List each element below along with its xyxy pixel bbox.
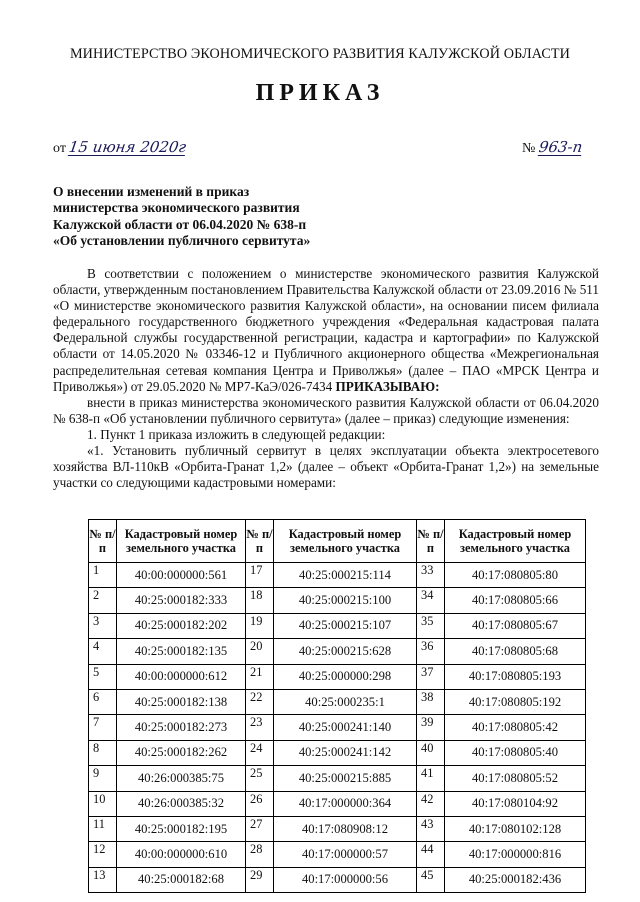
cadastral-number-cell: 40:00:000000:612 (117, 664, 246, 689)
row-number-cell: 13 (89, 867, 117, 892)
row-number-cell: 35 (417, 613, 445, 638)
row-number-cell: 37 (417, 664, 445, 689)
table-row (89, 715, 586, 740)
row-number-cell: 17 (246, 563, 274, 588)
row-number-cell: 45 (417, 867, 445, 892)
table-row (89, 563, 586, 588)
cadastral-number-cell: 40:26:000385:32 (117, 791, 246, 816)
table-row (89, 664, 586, 689)
preamble-paragraph (53, 266, 599, 395)
row-number-cell: 5 (89, 664, 117, 689)
column-header-number: № п/п (246, 520, 274, 563)
cadastral-number-cell: 40:25:000182:436 (445, 867, 586, 892)
cadastral-number-cell: 40:17:080805:42 (445, 715, 586, 740)
table-row (89, 613, 586, 638)
row-number-cell: 29 (246, 867, 274, 892)
cadastral-number-cell: 40:17:080805:52 (445, 766, 586, 791)
cadastral-number-cell: 40:25:000182:135 (117, 639, 246, 664)
order-keyword: ПРИКАЗЫВАЮ: (335, 378, 440, 394)
row-number-cell: 40 (417, 740, 445, 765)
number-prefix: № (522, 141, 536, 156)
row-number-cell: 39 (417, 715, 445, 740)
row-number-cell: 18 (246, 588, 274, 613)
handwritten-date: 15 июня 2020г (68, 138, 188, 156)
row-number-cell: 36 (417, 639, 445, 664)
order-number (522, 138, 582, 157)
order-subject (53, 184, 310, 250)
table-row (89, 689, 586, 714)
cadastral-number-cell: 40:25:000235:1 (274, 689, 417, 714)
cadastral-number-cell: 40:17:080805:40 (445, 740, 586, 765)
order-body (53, 266, 599, 491)
date-prefix: от (53, 141, 66, 156)
cadastral-number-cell: 40:00:000000:610 (117, 842, 246, 867)
table-row (89, 639, 586, 664)
row-number-cell: 23 (246, 715, 274, 740)
row-number-cell: 26 (246, 791, 274, 816)
cadastral-number-cell: 40:17:080805:193 (445, 664, 586, 689)
row-number-cell: 20 (246, 639, 274, 664)
row-number-cell: 24 (246, 740, 274, 765)
cadastral-number-cell: 40:25:000182:202 (117, 613, 246, 638)
cadastral-number-cell: 40:25:000182:273 (117, 715, 246, 740)
row-number-cell: 19 (246, 613, 274, 638)
row-number-cell: 41 (417, 766, 445, 791)
row-number-cell: 2 (89, 588, 117, 613)
item-1-text-paragraph: «1. Установить публичный сервитут в целях эксплуатации объекта электросетевого хозяйства ВЛ-110кВ «Орбита-Гранат 1,2» (далее – объект «Орбита-Гранат 1,2») на земельные участки со следующими кадастровыми номерами: (53, 443, 599, 491)
cadastral-number-cell: 40:17:000000:364 (274, 791, 417, 816)
document-title: ПРИКАЗ (255, 80, 385, 106)
row-number-cell: 4 (89, 639, 117, 664)
cadastral-number-cell: 40:25:000215:114 (274, 563, 417, 588)
handwritten-number: 963-п (537, 138, 584, 156)
cadastral-number-cell: 40:25:000241:140 (274, 715, 417, 740)
row-number-cell: 33 (417, 563, 445, 588)
row-number-cell: 8 (89, 740, 117, 765)
cadastral-number-cell: 40:26:000385:75 (117, 766, 246, 791)
cadastral-number-cell: 40:17:000000:57 (274, 842, 417, 867)
cadastral-number-cell: 40:25:000182:195 (117, 816, 246, 841)
row-number-cell: 7 (89, 715, 117, 740)
table-row (89, 740, 586, 765)
cadastral-table (88, 519, 586, 893)
cadastral-number-cell: 40:25:000215:107 (274, 613, 417, 638)
cadastral-number-cell: 40:17:080805:66 (445, 588, 586, 613)
row-number-cell: 38 (417, 689, 445, 714)
row-number-cell: 12 (89, 842, 117, 867)
row-number-cell: 21 (246, 664, 274, 689)
subject-line: Калужской области от 06.04.2020 № 638-п (53, 216, 307, 232)
table-header-row (89, 520, 586, 563)
row-number-cell: 42 (417, 791, 445, 816)
cadastral-number-cell: 40:25:000000:298 (274, 664, 417, 689)
row-number-cell: 10 (89, 791, 117, 816)
subject-line: «Об установлении публичного сервитута» (53, 233, 311, 249)
row-number-cell: 25 (246, 766, 274, 791)
table-row (89, 867, 586, 892)
row-number-cell: 1 (89, 563, 117, 588)
cadastral-number-cell: 40:25:000215:100 (274, 588, 417, 613)
amendment-paragraph: внести в приказ министерства экономического развития Калужской области от 06.04.2020 № 638-п «Об установлении публичного сервитута» (далее – приказ) следующие изменения: (53, 394, 599, 426)
column-header-cadastral: Кадастровый номер земельного участка (274, 520, 417, 563)
column-header-cadastral: Кадастровый номер земельного участка (445, 520, 586, 563)
cadastral-number-cell: 40:25:000215:628 (274, 639, 417, 664)
cadastral-number-cell: 40:00:000000:561 (117, 563, 246, 588)
row-number-cell: 34 (417, 588, 445, 613)
cadastral-number-cell: 40:25:000182:138 (117, 689, 246, 714)
table-row (89, 842, 586, 867)
row-number-cell: 11 (89, 816, 117, 841)
table-body (89, 563, 586, 893)
cadastral-number-cell: 40:17:000000:56 (274, 867, 417, 892)
row-number-cell: 28 (246, 842, 274, 867)
row-number-cell: 6 (89, 689, 117, 714)
cadastral-number-cell: 40:25:000182:68 (117, 867, 246, 892)
cadastral-number-cell: 40:17:080805:80 (445, 563, 586, 588)
row-number-cell: 44 (417, 842, 445, 867)
row-number-cell: 9 (89, 766, 117, 791)
table-row (89, 816, 586, 841)
cadastral-number-cell: 40:17:080102:128 (445, 816, 586, 841)
cadastral-number-cell: 40:25:000182:333 (117, 588, 246, 613)
row-number-cell: 43 (417, 816, 445, 841)
cadastral-number-cell: 40:17:080104:92 (445, 791, 586, 816)
preamble-text: В соответствии с положением о министерстве экономического развития Калужской области, утвержденным постановлением Правительства Калужской области от 23.09.2016 № 511 «О министерстве экономического развития Калужской области», на основании писем филиала федерального государственного бюджетного учреждения «Федеральная кадастровая палата Федеральной службы государственной регистрации, кадастра и картографии» по Калужской области от 14.05.2020 № 03346-12 и Публичного акционерного общества «Межрегиональная распределительная сетевая компания Центра и Приволжья» (далее – ПАО «МРСК Центра и Приволжья») от 29.05.2020 № МР7-КаЭ/026-7434 (53, 266, 599, 394)
column-header-cadastral: Кадастровый номер земельного участка (117, 520, 246, 563)
row-number-cell: 22 (246, 689, 274, 714)
column-header-number: № п/п (417, 520, 445, 563)
cadastral-number-cell: 40:17:000000:816 (445, 842, 586, 867)
order-date (53, 138, 187, 157)
row-number-cell: 27 (246, 816, 274, 841)
cadastral-number-cell: 40:17:080805:67 (445, 613, 586, 638)
cadastral-number-cell: 40:17:080908:12 (274, 816, 417, 841)
item-1-paragraph: 1. Пункт 1 приказа изложить в следующей редакции: (87, 426, 386, 442)
table-row (89, 791, 586, 816)
cadastral-number-cell: 40:25:000215:885 (274, 766, 417, 791)
row-number-cell: 3 (89, 613, 117, 638)
subject-line: министерства экономического развития (53, 200, 300, 216)
column-header-number: № п/п (89, 520, 117, 563)
ministry-name: МИНИСТЕРСТВО ЭКОНОМИЧЕСКОГО РАЗВИТИЯ КАЛУЖСКОЙ ОБЛАСТИ (69, 46, 571, 62)
cadastral-number-cell: 40:25:000182:262 (117, 740, 246, 765)
cadastral-number-cell: 40:17:080805:192 (445, 689, 586, 714)
cadastral-number-cell: 40:17:080805:68 (445, 639, 586, 664)
table-row (89, 588, 586, 613)
subject-line: О внесении изменений в приказ (53, 184, 250, 199)
table-row (89, 766, 586, 791)
cadastral-number-cell: 40:25:000241:142 (274, 740, 417, 765)
